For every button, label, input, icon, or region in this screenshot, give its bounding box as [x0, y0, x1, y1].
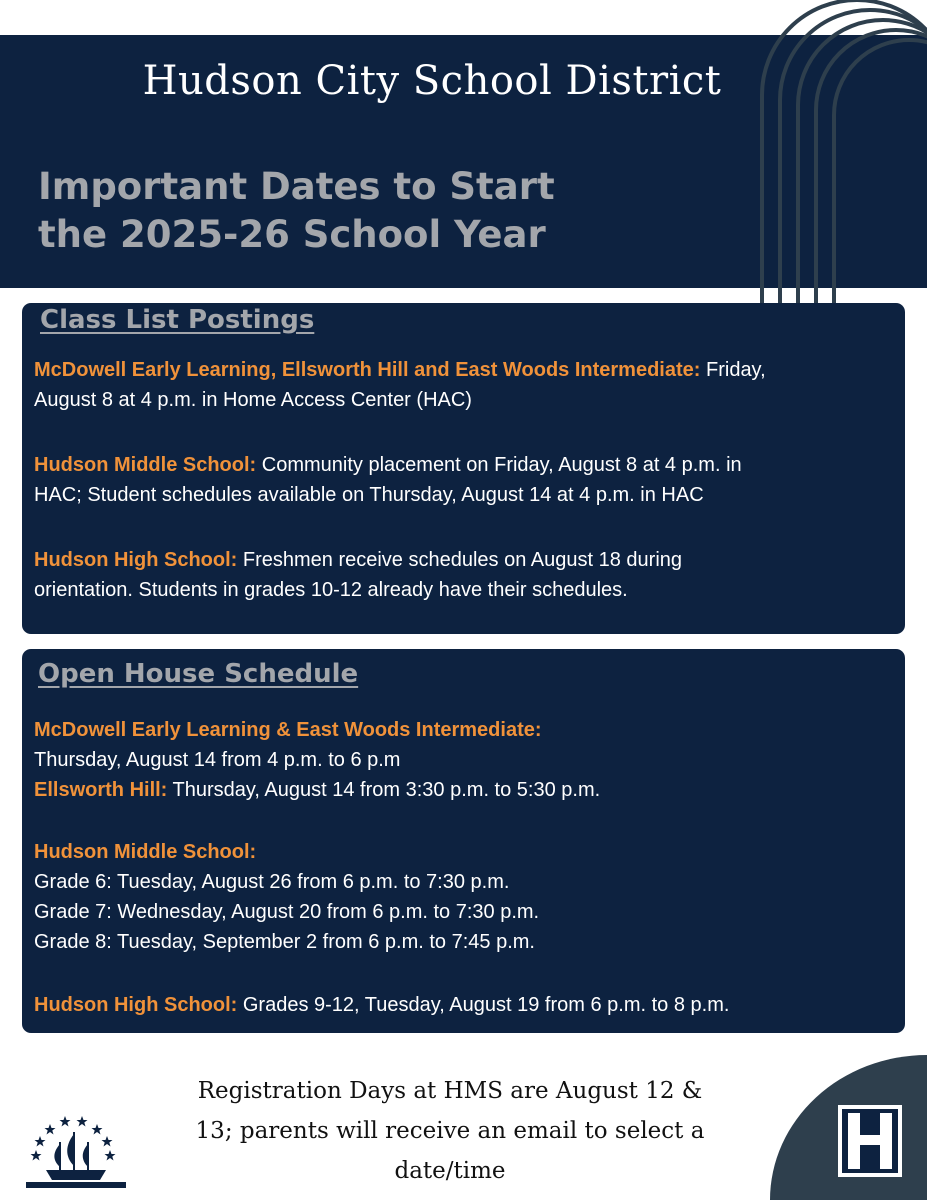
corner-logo-decoration [770, 1055, 927, 1200]
grade-line: Grade 7: Wednesday, August 20 from 6 p.m. to 7:30 p.m. [34, 901, 540, 923]
logo-letter: H [847, 1119, 893, 1175]
entry-text: Community placement on Friday, August 8 at 4 p.m. in [256, 454, 742, 476]
registration-line: date/time [394, 1158, 506, 1184]
grade-line: Grade 8: Tuesday, September 2 from 6 p.m. to 7:45 p.m. [34, 931, 535, 953]
arches-decoration [740, 0, 927, 305]
class-list-panel [22, 303, 905, 634]
entry-text: Thursday, August 14 from 4 p.m. to 6 p.m [34, 749, 401, 771]
entry-text: Thursday, August 14 from 3:30 p.m. to 5:30 p.m. [167, 779, 601, 801]
ship-logo-icon [20, 1112, 132, 1194]
class-list-heading: Class List Postings [40, 305, 315, 335]
class-list-entry-middle [34, 450, 881, 510]
open-house-panel [22, 649, 905, 1033]
page-title [38, 163, 698, 259]
district-name: Hudson City School District [142, 58, 722, 104]
entry-text: HAC; Student schedules available on Thursday, August 14 at 4 p.m. in HAC [34, 484, 704, 506]
entry-label: Ellsworth Hill: [34, 779, 168, 801]
entry-label: Hudson High School: [34, 549, 238, 571]
entry-text: August 8 at 4 p.m. in Home Access Center (HAC) [34, 389, 472, 411]
entry-text: Friday, [700, 359, 766, 381]
open-house-high [34, 990, 881, 1020]
entry-label: Hudson High School: [34, 994, 238, 1016]
class-list-entry-high [34, 545, 881, 605]
entry-label: McDowell Early Learning, Ellsworth Hill and East Woods Intermediate: [34, 359, 701, 381]
entry-text: Freshmen receive schedules on August 18 during [237, 549, 683, 571]
registration-line: Registration Days at HMS are August 12 & [197, 1078, 703, 1104]
grade-line: Grade 6: Tuesday, August 26 from 6 p.m. to 7:30 p.m. [34, 871, 510, 893]
open-house-heading: Open House Schedule [38, 659, 359, 689]
open-house-middle [34, 837, 881, 957]
entry-text: Grades 9-12, Tuesday, August 19 from 6 p.m. to 8 p.m. [237, 994, 730, 1016]
entry-label: McDowell Early Learning & East Woods Intermediate: [34, 719, 542, 741]
title-line-2: the 2025-26 School Year [38, 213, 546, 256]
registration-note [150, 1071, 750, 1191]
registration-line: 13; parents will receive an email to select a [195, 1118, 705, 1144]
class-list-entry-elementary [34, 355, 881, 415]
entry-label: Hudson Middle School: [34, 841, 257, 863]
open-house-elementary [34, 715, 881, 805]
entry-label: Hudson Middle School: [34, 454, 257, 476]
entry-text: orientation. Students in grades 10-12 already have their schedules. [34, 579, 628, 601]
title-line-1: Important Dates to Start [38, 165, 555, 208]
